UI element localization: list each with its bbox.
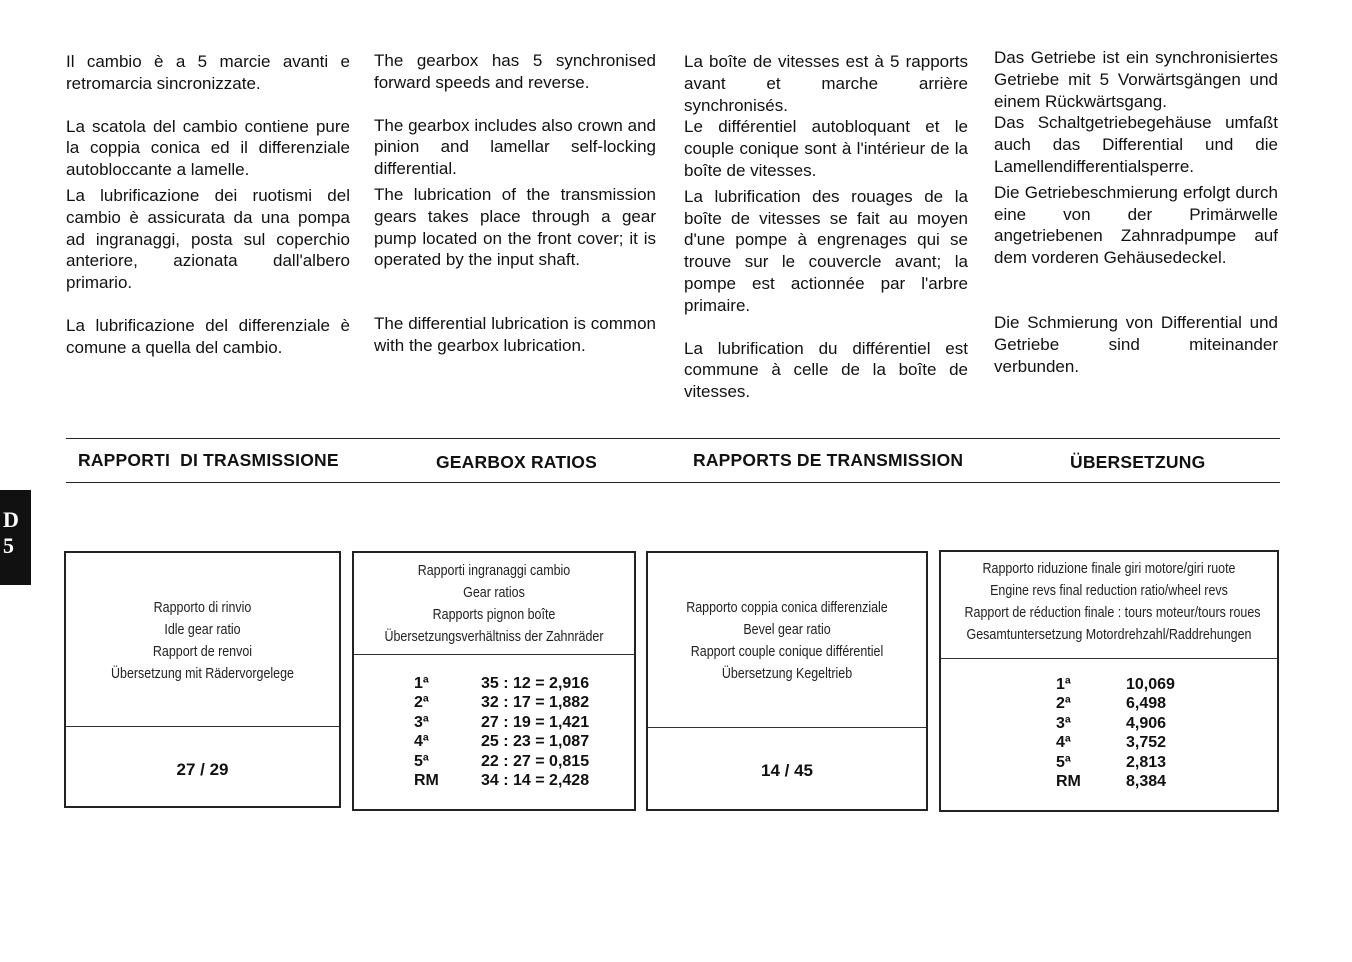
label-line: Engine revs final reduction ratio/wheel revs xyxy=(990,583,1228,599)
french-column xyxy=(684,51,968,403)
gear-cell: 4ª xyxy=(1056,734,1071,752)
bevel-gear-value: 14 / 45 xyxy=(761,761,813,780)
gear-ratios-labels xyxy=(354,560,634,648)
french-paragraph: La lubrification du différentiel est commune à celle de la boîte de vitesses. xyxy=(684,338,968,402)
table-row xyxy=(414,674,589,693)
english-paragraph: The gearbox includes also crown and pinion and lamellar self-locking differential. xyxy=(374,115,656,179)
label-line: Rapports pignon boîte xyxy=(432,607,556,623)
section-title-french: RAPPORTS DE TRANSMISSION xyxy=(693,450,964,470)
gear-cell: 5ª xyxy=(414,752,429,770)
box-divider xyxy=(941,658,1277,659)
label-line: Idle gear ratio xyxy=(164,622,241,638)
label-line: Rapporto di rinvio xyxy=(153,600,252,616)
label-line: Bevel gear ratio xyxy=(743,622,831,638)
label-line: Rapporto riduzione finale giri motore/giri ruote xyxy=(982,561,1236,577)
ratio-cell: 6,498 xyxy=(1126,695,1167,713)
table-row xyxy=(1056,714,1175,733)
ratio-cell: 27 : 19 = 1,421 xyxy=(481,713,590,731)
final-reduction-labels xyxy=(941,558,1277,646)
side-tab-number: 5 xyxy=(3,533,14,558)
table-row xyxy=(1056,772,1175,791)
gear-cell: 3ª xyxy=(414,713,429,731)
french-paragraph: La lubrification des rouages de la boîte de vitesses se fait au moyen d'une pompe à engrenages qui se trouve sur le couvercle avant; la pompe est actionnée par l'arbre primaire. xyxy=(684,186,968,315)
bevel-gear-labels xyxy=(648,597,926,685)
table-row xyxy=(414,752,589,771)
italian-paragraph: Il cambio è a 5 marcie avanti e retromarcia sincronizzate. xyxy=(66,52,350,93)
table-row xyxy=(414,713,589,732)
table-row xyxy=(1056,694,1175,713)
ratio-cell: 2,813 xyxy=(1126,753,1167,771)
table-row xyxy=(1056,675,1175,694)
table-row xyxy=(1056,753,1175,772)
table-row xyxy=(414,771,589,790)
table-row xyxy=(414,693,589,712)
ratio-cell: 25 : 23 = 1,087 xyxy=(481,733,590,751)
gear-cell: 2ª xyxy=(414,694,429,712)
german-column xyxy=(994,47,1278,377)
ratio-cell: 32 : 17 = 1,882 xyxy=(481,694,590,712)
gear-cell: RM xyxy=(1056,773,1081,791)
french-paragraph: La boîte de vitesses est à 5 rapports avant et marche arrière synchronisés. xyxy=(684,52,968,115)
section-top-rule xyxy=(66,438,1280,439)
table-row xyxy=(414,732,589,751)
final-reduction-box xyxy=(939,550,1279,812)
gear-cell: 1ª xyxy=(414,675,429,692)
label-line: Rapport couple conique différentiel xyxy=(690,644,884,660)
section-bottom-rule xyxy=(66,482,1280,483)
ratio-cell: 8,384 xyxy=(1126,773,1167,791)
box-divider xyxy=(354,654,634,655)
gear-cell: 4ª xyxy=(414,733,429,751)
german-paragraph: Die Schmierung von Differential und Getriebe sind miteinander verbunden. xyxy=(994,312,1278,376)
label-line: Gear ratios xyxy=(463,585,525,601)
label-line: Rapporto coppia conica differenziale xyxy=(686,600,888,616)
section-title-german: ÜBERSETZUNG xyxy=(1070,452,1206,472)
gear-cell: 1ª xyxy=(1056,676,1071,693)
ratio-cell: 22 : 27 = 0,815 xyxy=(481,752,590,770)
italian-paragraph: La scatola del cambio contiene pure la coppia conica ed il differenziale autobloccante a lamelle. xyxy=(66,116,350,180)
english-paragraph: The gearbox has 5 synchronised forward speeds and reverse. xyxy=(374,51,656,92)
label-line: Übersetzung Kegeltrieb xyxy=(721,666,853,682)
idle-gear-value: 27 / 29 xyxy=(176,760,229,779)
idle-gear-ratio-box xyxy=(64,551,341,808)
idle-gear-labels xyxy=(66,597,339,685)
german-paragraph: Die Getriebeschmierung erfolgt durch eine von der Primärwelle angetriebenen Zahnradpumpe auf dem vorderen Gehäusedeckel. xyxy=(994,182,1278,268)
english-paragraph: The differential lubrication is common with the gearbox lubrication. xyxy=(374,314,656,355)
ratio-cell: 4,906 xyxy=(1126,714,1167,732)
ratio-cell: 10,069 xyxy=(1126,676,1175,693)
ratio-cell: 34 : 14 = 2,428 xyxy=(481,772,590,790)
box-divider xyxy=(66,726,339,727)
chapter-side-tab xyxy=(0,490,31,585)
ratio-cell: 35 : 12 = 2,916 xyxy=(481,675,590,692)
table-row xyxy=(1056,733,1175,752)
english-paragraph: The lubrication of the transmission gears takes place through a gear pump located on the front cover; it is operated by the input shaft. xyxy=(374,184,656,270)
gear-cell: RM xyxy=(414,772,439,790)
label-line: Rapport de réduction finale : tours moteur/tours roues xyxy=(964,605,1261,621)
italian-paragraph: La lubrificazione del differenziale è comune a quella del cambio. xyxy=(66,315,350,357)
box-divider xyxy=(648,727,926,728)
label-line: Übersetzung mit Rädervorgelege xyxy=(111,666,294,682)
gear-cell: 2ª xyxy=(1056,695,1071,713)
italian-paragraph: La lubrificazione dei ruotismi del cambio è assicurata da una pompa ad ingranaggi, posta sul coperchio anteriore, azionata dall'albero primario. xyxy=(66,185,350,293)
gear-cell: 5ª xyxy=(1056,753,1071,771)
italian-column xyxy=(66,51,350,359)
french-paragraph: Le différentiel autobloquant et le couple conique sont à l'intérieur de la boîte de vitesses. xyxy=(684,117,968,180)
gear-ratios-box xyxy=(352,551,636,811)
label-line: Rapport de renvoi xyxy=(152,644,253,660)
bevel-gear-ratio-box xyxy=(646,551,928,811)
gear-cell: 3ª xyxy=(1056,714,1071,732)
final-reduction-table xyxy=(1056,675,1175,791)
english-column xyxy=(374,50,656,357)
german-paragraph: Das Getriebe ist ein synchronisiertes Getriebe mit 5 Vorwärtsgängen und einem Rückwärtsgang. xyxy=(994,48,1278,111)
side-tab-letter: D xyxy=(3,507,19,532)
label-line: Gesamtuntersetzung Motordrehzahl/Raddrehungen xyxy=(966,627,1252,643)
section-title-english: GEARBOX RATIOS xyxy=(436,452,597,472)
label-line: Rapporti ingranaggi cambio xyxy=(417,563,571,579)
section-title-italian: RAPPORTI DI TRASMISSIONE xyxy=(78,450,339,470)
label-line: Übersetzungsverhältniss der Zahnräder xyxy=(384,629,604,645)
gear-ratios-table xyxy=(414,674,589,790)
german-paragraph: Das Schaltgetriebegehäuse umfaßt auch das Differential und die Lamellendifferentialsperre. xyxy=(994,113,1278,176)
ratio-cell: 3,752 xyxy=(1126,734,1167,752)
